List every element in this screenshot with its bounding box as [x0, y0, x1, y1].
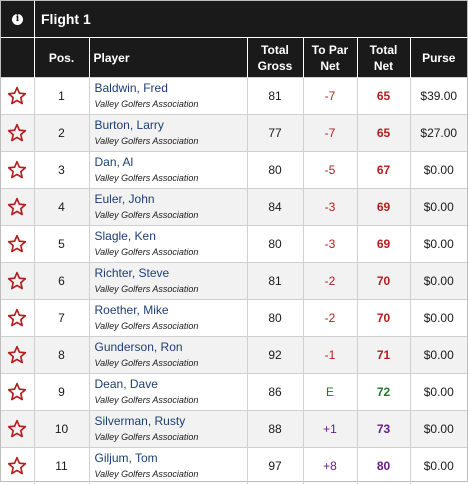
- favorite-cell[interactable]: [1, 78, 34, 115]
- pos-cell: 1: [34, 78, 89, 115]
- purse-cell: $0.00: [410, 411, 467, 448]
- table-row: [1, 226, 467, 263]
- favorite-cell[interactable]: [1, 448, 34, 484]
- total-gross-cell: 80: [247, 300, 303, 337]
- to-par-net-cell: -7: [303, 78, 357, 115]
- pos-cell: 11: [34, 448, 89, 484]
- purse-cell: $0.00: [410, 152, 467, 189]
- star-icon[interactable]: [1, 123, 34, 143]
- favorite-cell[interactable]: [1, 152, 34, 189]
- table-row: [1, 263, 467, 300]
- player-club: Valley Golfers Association: [95, 467, 247, 481]
- total-gross-cell: 81: [247, 263, 303, 300]
- player-cell: [89, 337, 247, 374]
- pos-cell: 4: [34, 189, 89, 226]
- player-club: Valley Golfers Association: [95, 208, 247, 222]
- table-row: [1, 448, 467, 484]
- player-cell: [89, 78, 247, 115]
- player-name-link[interactable]: Baldwin, Fred: [95, 81, 247, 96]
- player-column-header[interactable]: Player: [89, 38, 247, 78]
- star-icon[interactable]: [1, 234, 34, 254]
- total-net-cell: 73: [357, 411, 410, 448]
- player-club: Valley Golfers Association: [95, 245, 247, 259]
- player-name-link[interactable]: Slagle, Ken: [95, 229, 247, 244]
- total-net-cell: 70: [357, 263, 410, 300]
- purse-cell: $39.00: [410, 78, 467, 115]
- pos-cell: 2: [34, 115, 89, 152]
- table-row: [1, 115, 467, 152]
- favorite-cell[interactable]: [1, 337, 34, 374]
- total-gross-cell: 77: [247, 115, 303, 152]
- total-gross-column-header[interactable]: Total Gross: [247, 38, 303, 78]
- purse-cell: $27.00: [410, 115, 467, 152]
- player-club: Valley Golfers Association: [95, 319, 247, 333]
- favorite-cell[interactable]: [1, 263, 34, 300]
- star-icon[interactable]: [1, 419, 34, 439]
- total-gross-cell: 84: [247, 189, 303, 226]
- total-gross-cell: 86: [247, 374, 303, 411]
- flight-header: [1, 1, 467, 38]
- player-club: Valley Golfers Association: [95, 393, 247, 407]
- to-par-net-cell: +8: [303, 448, 357, 484]
- pos-cell: 3: [34, 152, 89, 189]
- total-gross-cell: 88: [247, 411, 303, 448]
- total-gross-cell: 81: [247, 78, 303, 115]
- player-club: Valley Golfers Association: [95, 134, 247, 148]
- total-net-cell: 69: [357, 189, 410, 226]
- purse-cell: $0.00: [410, 448, 467, 484]
- player-cell: [89, 263, 247, 300]
- total-gross-cell: 92: [247, 337, 303, 374]
- star-icon[interactable]: [1, 271, 34, 291]
- table-row: [1, 411, 467, 448]
- player-cell: [89, 115, 247, 152]
- to-par-net-column-header[interactable]: To Par Net: [303, 38, 357, 78]
- total-net-cell: 80: [357, 448, 410, 484]
- to-par-net-cell: E: [303, 374, 357, 411]
- player-name-link[interactable]: Silverman, Rusty: [95, 414, 247, 429]
- to-par-net-cell: -7: [303, 115, 357, 152]
- star-icon[interactable]: [1, 345, 34, 365]
- player-name-link[interactable]: Richter, Steve: [95, 266, 247, 281]
- player-cell: [89, 226, 247, 263]
- results-table: [1, 38, 467, 484]
- player-cell: [89, 411, 247, 448]
- player-name-link[interactable]: Dan, Al: [95, 155, 247, 170]
- player-cell: [89, 300, 247, 337]
- purse-cell: $0.00: [410, 337, 467, 374]
- player-club: Valley Golfers Association: [95, 171, 247, 185]
- player-name-link[interactable]: Gunderson, Ron: [95, 340, 247, 355]
- to-par-net-cell: -5: [303, 152, 357, 189]
- pos-cell: 5: [34, 226, 89, 263]
- favorite-column-header: [1, 38, 34, 78]
- purse-cell: $0.00: [410, 189, 467, 226]
- player-name-link[interactable]: Burton, Larry: [95, 118, 247, 133]
- flight-title: Flight 1: [35, 1, 91, 37]
- total-gross-cell: 80: [247, 226, 303, 263]
- table-row: [1, 374, 467, 411]
- total-net-cell: 70: [357, 300, 410, 337]
- player-cell: [89, 448, 247, 484]
- to-par-net-cell: -1: [303, 337, 357, 374]
- total-net-cell: 72: [357, 374, 410, 411]
- pos-cell: 7: [34, 300, 89, 337]
- table-row: [1, 152, 467, 189]
- table-row: [1, 337, 467, 374]
- star-icon[interactable]: [1, 308, 34, 328]
- total-net-cell: 67: [357, 152, 410, 189]
- to-par-net-cell: -2: [303, 263, 357, 300]
- star-icon[interactable]: [1, 382, 34, 402]
- to-par-net-cell: -2: [303, 300, 357, 337]
- purse-cell: $0.00: [410, 374, 467, 411]
- favorite-cell[interactable]: [1, 300, 34, 337]
- total-net-cell: 65: [357, 115, 410, 152]
- favorite-cell[interactable]: [1, 189, 34, 226]
- info-button[interactable]: [1, 1, 35, 37]
- purse-cell: $0.00: [410, 226, 467, 263]
- favorite-cell[interactable]: [1, 226, 34, 263]
- player-name-link[interactable]: Dean, Dave: [95, 377, 247, 392]
- player-club: Valley Golfers Association: [95, 97, 247, 111]
- player-cell: [89, 374, 247, 411]
- to-par-net-cell: +1: [303, 411, 357, 448]
- player-name-link[interactable]: Roether, Mike: [95, 303, 247, 318]
- total-net-column-header[interactable]: Total Net: [357, 38, 410, 78]
- pos-column-header[interactable]: Pos.: [34, 38, 89, 78]
- player-name-link[interactable]: Euler, John: [95, 192, 247, 207]
- player-club: Valley Golfers Association: [95, 430, 247, 444]
- star-icon[interactable]: [1, 160, 34, 180]
- table-row: [1, 189, 467, 226]
- player-cell: [89, 189, 247, 226]
- info-icon[interactable]: i: [12, 14, 23, 25]
- purse-cell: $0.00: [410, 300, 467, 337]
- favorite-cell[interactable]: [1, 411, 34, 448]
- favorite-cell[interactable]: [1, 374, 34, 411]
- player-cell: [89, 152, 247, 189]
- to-par-net-cell: -3: [303, 189, 357, 226]
- player-club: Valley Golfers Association: [95, 356, 247, 370]
- star-icon[interactable]: [1, 197, 34, 217]
- pos-cell: 6: [34, 263, 89, 300]
- to-par-net-cell: -3: [303, 226, 357, 263]
- pos-cell: 8: [34, 337, 89, 374]
- total-net-cell: 69: [357, 226, 410, 263]
- star-icon[interactable]: [1, 456, 34, 476]
- total-net-cell: 71: [357, 337, 410, 374]
- total-gross-cell: 80: [247, 152, 303, 189]
- purse-cell: $0.00: [410, 263, 467, 300]
- favorite-cell[interactable]: [1, 115, 34, 152]
- player-club: Valley Golfers Association: [95, 282, 247, 296]
- total-net-cell: 65: [357, 78, 410, 115]
- table-row: [1, 300, 467, 337]
- column-header-row: [1, 38, 467, 78]
- pos-cell: 10: [34, 411, 89, 448]
- pos-cell: 9: [34, 374, 89, 411]
- player-name-link[interactable]: Giljum, Tom: [95, 451, 247, 466]
- total-gross-cell: 97: [247, 448, 303, 484]
- purse-column-header[interactable]: Purse: [410, 38, 467, 78]
- table-row: [1, 78, 467, 115]
- star-icon[interactable]: [1, 86, 34, 106]
